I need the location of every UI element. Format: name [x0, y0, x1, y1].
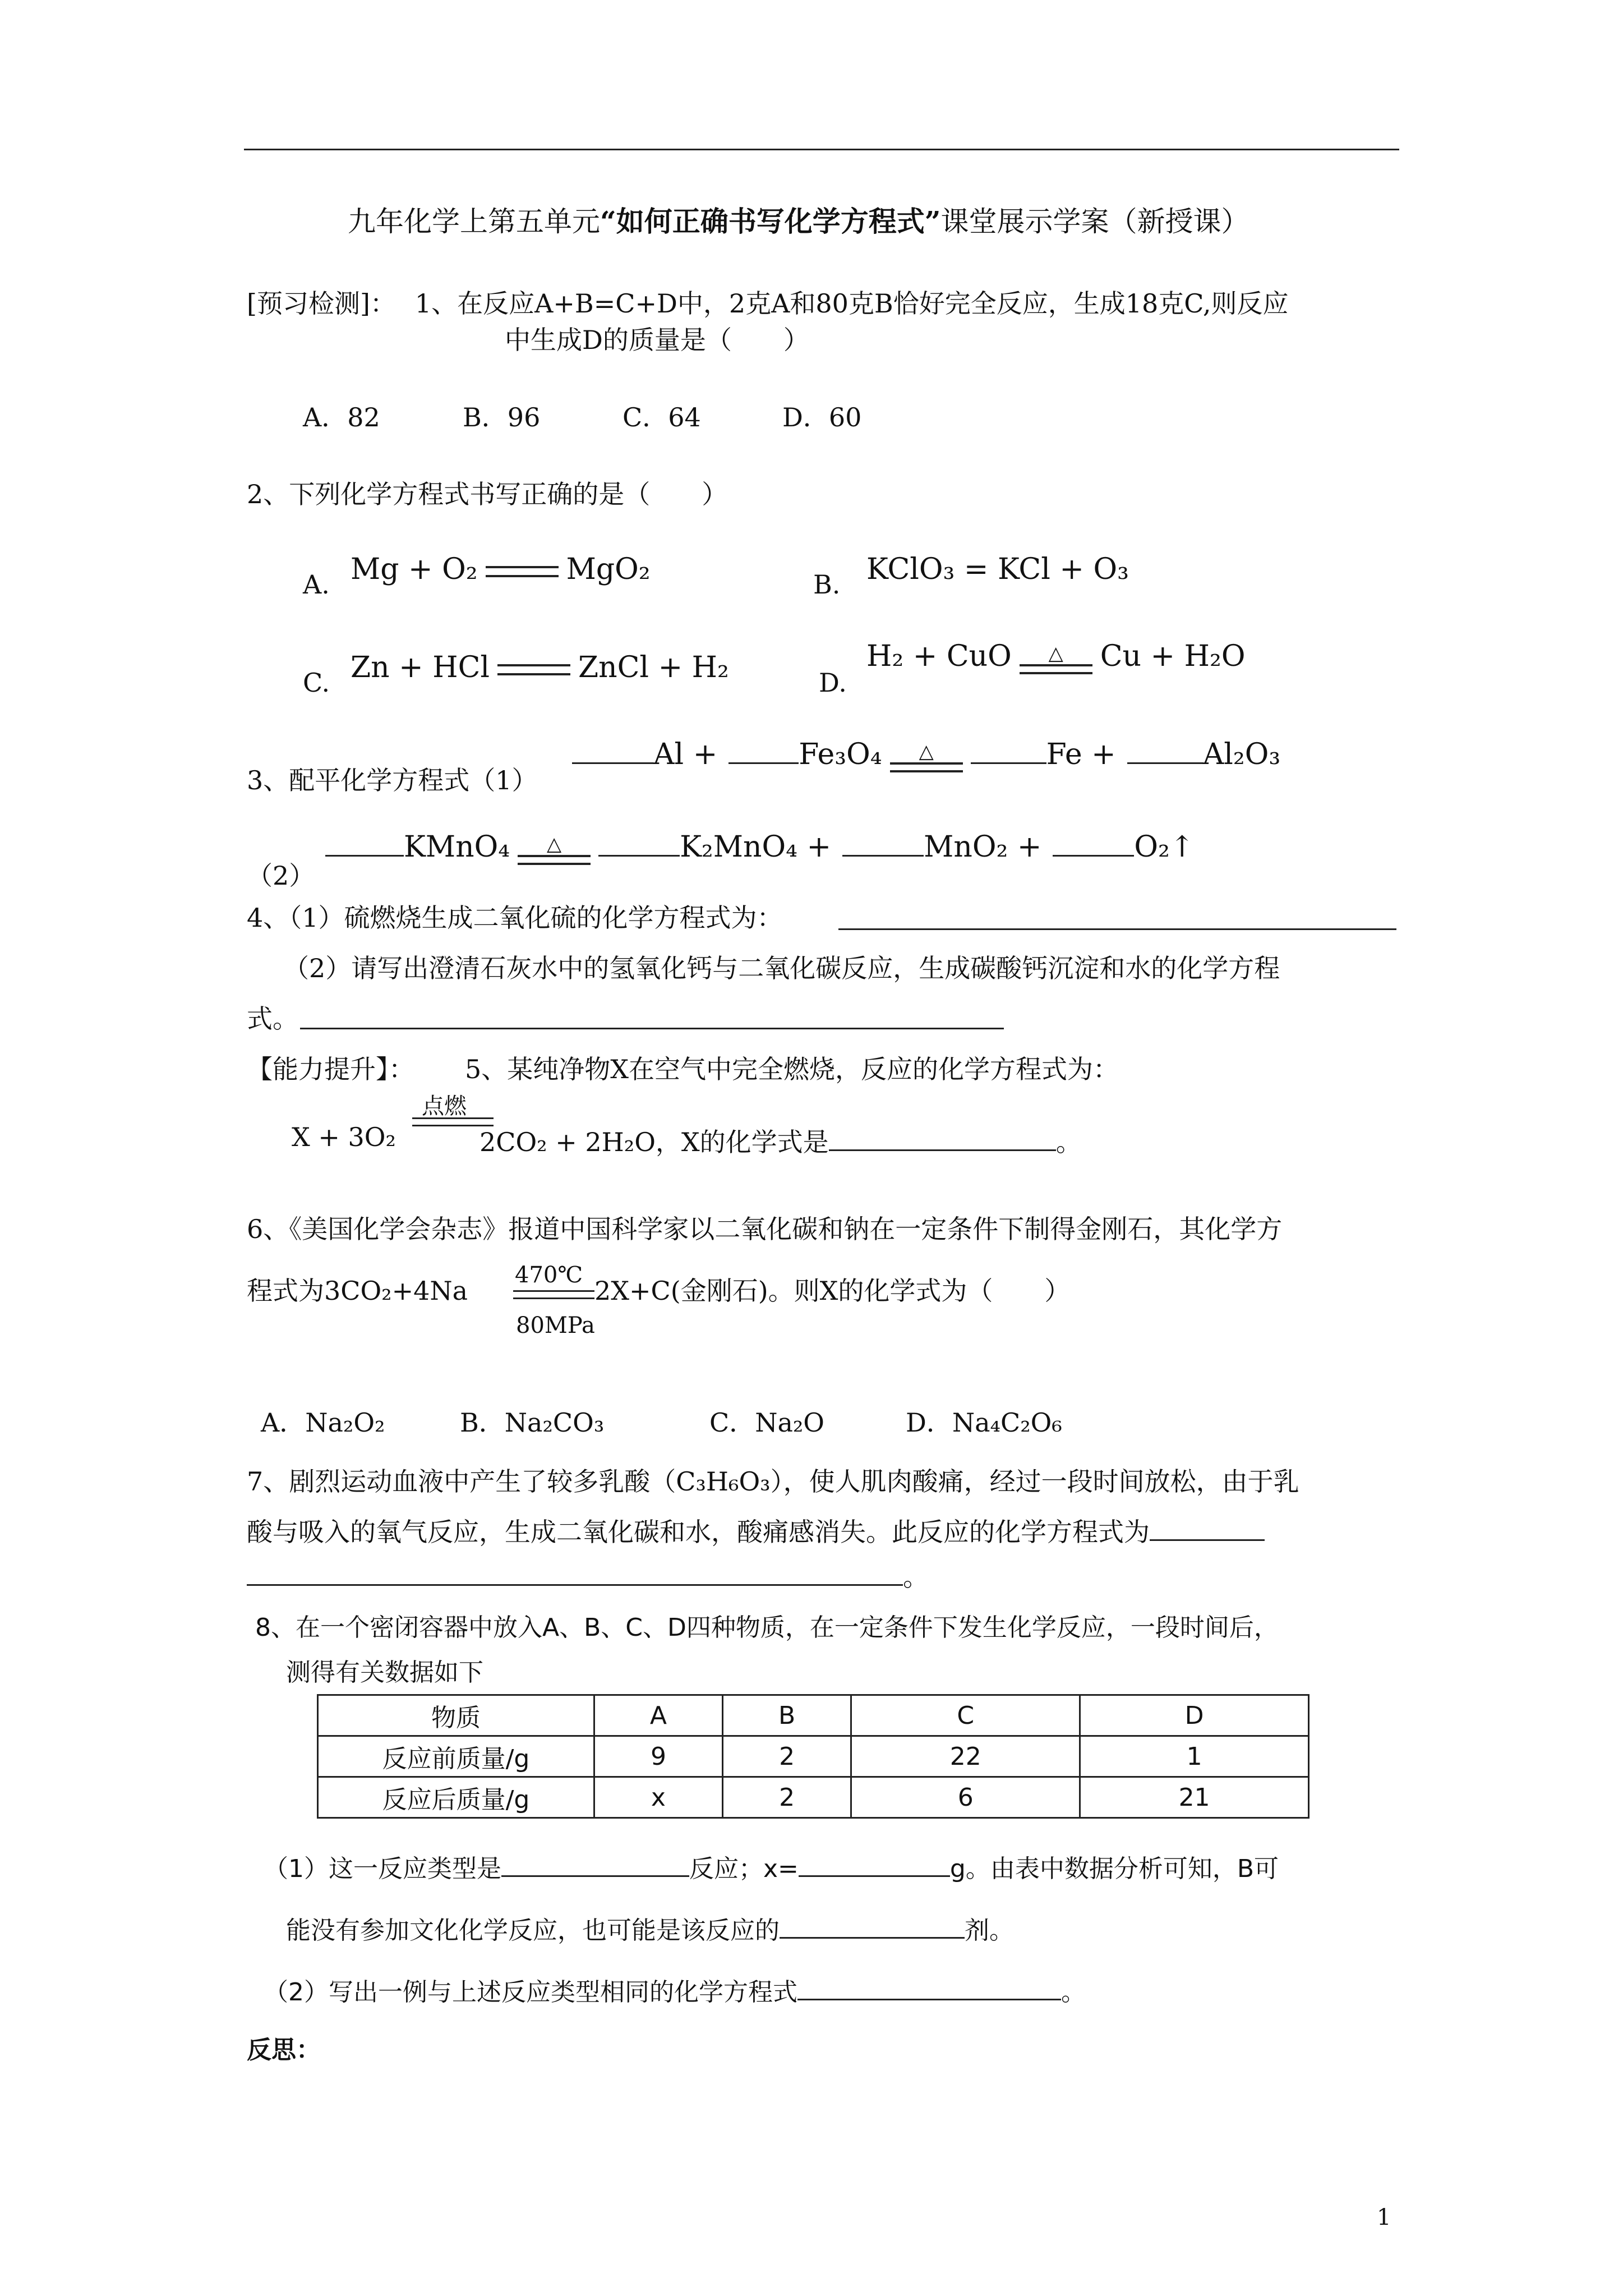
eq-term: K₂MnO₄ +	[680, 830, 832, 864]
q5-eq-right-text: 2CO₂ + 2H₂O，X的化学式是	[479, 1127, 829, 1157]
answer-blank[interactable]	[797, 1993, 1061, 2000]
answer-blank[interactable]	[325, 849, 404, 857]
q4-text-2: （2）请写出澄清石灰水中的氢氧化钙与二氧化碳反应，生成碳酸钙沉淀和水的化学方程	[283, 953, 1280, 983]
answer-blank[interactable]	[1150, 1534, 1265, 1541]
table-cell: 2	[722, 1777, 851, 1818]
q8-sub1-text: 剂。	[965, 1916, 1014, 1945]
title-bold: “如何正确书写化学方程式”	[600, 205, 941, 238]
table-cell: 2	[722, 1736, 851, 1777]
heat-symbol: △	[1048, 642, 1063, 665]
q4-text-3: 式。	[247, 1004, 298, 1034]
table-header-cell: 物质	[318, 1695, 594, 1736]
answer-blank[interactable]	[1127, 757, 1203, 764]
title-suffix: 课堂展示学案（新授课）	[940, 205, 1249, 238]
q2-label-a: A.	[303, 569, 330, 600]
q8-sub1-line2	[286, 1910, 1014, 1946]
q3-line1	[247, 760, 538, 797]
q7-line3	[247, 1557, 929, 1594]
equals-bars	[513, 1290, 594, 1299]
eq-d-right: Cu + H₂O	[1100, 639, 1246, 673]
q2-text: 2、下列化学方程式书写正确的是（ ）	[247, 479, 728, 509]
table-cell: 1	[1080, 1736, 1309, 1777]
equals-bars	[486, 566, 559, 577]
q8-sub1-text: 能没有参加文化化学反应，也可能是该反应的	[286, 1916, 780, 1945]
table-cell: x	[594, 1777, 723, 1818]
answer-blank[interactable]	[598, 849, 680, 857]
table-header-cell: A	[594, 1695, 723, 1736]
period: 。	[1055, 1127, 1082, 1157]
heat-condition	[518, 834, 591, 865]
eq-term: KMnO₄	[404, 830, 510, 864]
q1-option-c: C．64	[623, 402, 701, 432]
table-cell: 反应前质量/g	[318, 1736, 594, 1777]
q6-eq-right: 2X+C(金刚石)。则X的化学式为（ ）	[594, 1276, 1071, 1306]
page-number: 1	[1377, 2205, 1391, 2230]
q2-equation-c	[351, 651, 729, 684]
q1-option-d: D．60	[782, 402, 862, 432]
answer-blank[interactable]	[829, 1144, 1056, 1151]
q7-text-2-content: 酸与吸入的氧气反应，生成二氧化碳和水，酸痛感消失。此反应的化学方程式为	[247, 1517, 1150, 1547]
q7-text-2	[247, 1512, 1265, 1549]
q5-eq-left: X + 3O₂	[292, 1122, 396, 1152]
eq-d-left: H₂ + CuO	[866, 639, 1012, 673]
answer-blank[interactable]	[572, 757, 653, 764]
table-cell: 22	[851, 1736, 1080, 1777]
period: 。	[1061, 1978, 1086, 2007]
q1-text-cont: 中生成D的质量是（ ）	[505, 325, 809, 355]
answer-blank[interactable]	[780, 1931, 965, 1939]
q7-text-1: 7、剧烈运动血液中产生了较多乳酸（C₃H₆O₃），使人肌肉酸痛，经过一段时间放松，由于乳	[247, 1466, 1299, 1497]
q8-sub1-text: 反应；x=	[689, 1855, 799, 1883]
eq-term: Fe₃O₄	[799, 738, 882, 771]
answer-blank[interactable]	[247, 1579, 903, 1586]
answer-blank[interactable]	[799, 1870, 950, 1877]
q4-text-1: 4、（1）硫燃烧生成二氧化硫的化学方程式为：	[247, 903, 783, 933]
q3-label-2: （2）	[247, 861, 315, 891]
header-rule	[244, 149, 1399, 150]
table-header-cell: B	[722, 1695, 851, 1736]
table-row	[318, 1777, 1309, 1818]
eq-term: Fe +	[1046, 738, 1116, 771]
equals-bars	[890, 762, 963, 772]
answer-blank[interactable]	[300, 1028, 1004, 1029]
period: 。	[903, 1562, 929, 1592]
q2-equation-d	[866, 639, 1245, 674]
q8-sub1-line1	[264, 1848, 1279, 1884]
q8-sub1-text: （1）这一反应类型是	[264, 1855, 501, 1883]
answer-blank[interactable]	[842, 849, 924, 857]
eq-term: O₂↑	[1134, 830, 1195, 864]
q2-equation-b: KClO₃ = KCl + O₃	[866, 553, 1129, 586]
q1-option-b: B．96	[463, 402, 541, 432]
table-header-cell: C	[851, 1695, 1080, 1736]
eq-a-left: Mg + O₂	[351, 553, 478, 586]
q3-label: 3、配平化学方程式（1）	[247, 765, 538, 795]
eq-a-right: MgO₂	[566, 553, 651, 586]
eq-c-left: Zn + HCl	[351, 651, 490, 684]
pressure-condition: 80MPa	[516, 1313, 595, 1338]
table-row	[318, 1736, 1309, 1777]
q6-text: 6、《美国化学会杂志》报道中国科学家以二氧化碳和钠在一定条件下制得金刚石，其化学方	[247, 1214, 1283, 1244]
table-cell: 21	[1080, 1777, 1309, 1818]
answer-blank[interactable]	[728, 757, 799, 764]
title-prefix: 九年化学上第五单元	[348, 205, 600, 238]
table-header-cell: D	[1080, 1695, 1309, 1736]
answer-blank[interactable]	[971, 757, 1046, 764]
heat-symbol: △	[919, 740, 934, 763]
section-preview-label: [预习检测]：	[247, 288, 396, 319]
equals-bars	[497, 664, 570, 675]
q6-option-a: A．Na₂O₂	[261, 1407, 385, 1438]
heat-condition	[1020, 643, 1092, 674]
q1-text: 1、在反应A+B=C+D中，2克A和80克B恰好完全反应，生成18克C,则反应	[414, 288, 1289, 319]
eq-term: MnO₂ +	[924, 830, 1042, 864]
table-header-row	[318, 1695, 1309, 1736]
eq-term: Al +	[653, 738, 718, 771]
heat-symbol: △	[546, 832, 562, 855]
q5-text: 5、某纯净物X在空气中完全燃烧，反应的化学方程式为：	[465, 1054, 1119, 1084]
q3-equation-1	[572, 738, 1280, 772]
q2-label-c: C.	[303, 668, 330, 698]
heat-condition	[890, 741, 963, 772]
q6-eq-left: 程式为3CO₂+4Na	[247, 1276, 468, 1306]
q2-label-d: D.	[819, 668, 847, 698]
eq-term: Al₂O₃	[1202, 738, 1281, 771]
q5-eq-right	[479, 1122, 1082, 1159]
answer-blank[interactable]	[838, 928, 1396, 930]
answer-blank[interactable]	[501, 1870, 689, 1877]
eq-c-right: ZnCl + H₂	[578, 651, 729, 684]
answer-blank[interactable]	[1053, 849, 1134, 857]
mass-data-table	[317, 1694, 1310, 1819]
q5-line1	[247, 1049, 1119, 1086]
q8-sub2	[264, 1972, 1086, 2008]
q1-line1	[247, 283, 1288, 320]
table-cell: 6	[851, 1777, 1080, 1818]
ignite-condition: 点燃	[422, 1093, 467, 1119]
table-cell: 反应后质量/g	[318, 1777, 594, 1818]
temperature-condition: 470℃	[515, 1262, 583, 1288]
equals-bars	[1020, 664, 1092, 674]
table-cell: 9	[594, 1736, 723, 1777]
q6-option-d: D．Na₄C₂O₆	[906, 1407, 1062, 1438]
page-title	[348, 199, 1249, 240]
q8-text-1: 8、在一个密闭容器中放入A、B、C、D四种物质，在一定条件下发生化学反应，一段时间后，	[255, 1613, 1279, 1642]
equals-bars	[518, 855, 591, 865]
q6-option-c: C．Na₂O	[709, 1407, 825, 1438]
q6-option-b: B．Na₂CO₃	[460, 1407, 605, 1438]
q1-option-a: A．82	[303, 402, 380, 432]
reflection-label: 反思：	[247, 2036, 321, 2064]
q8-text-2: 测得有关数据如下	[286, 1658, 483, 1687]
q2-equation-a	[351, 553, 651, 586]
q3-equation-2	[325, 830, 1194, 865]
q8-sub1-text: g。由表中数据分析可知，B可	[949, 1855, 1279, 1883]
section-ability-label: 【能力提升】：	[247, 1054, 414, 1084]
q8-sub2-text: （2）写出一例与上述反应类型相同的化学方程式	[264, 1978, 797, 2007]
q2-label-b: B.	[813, 569, 841, 600]
